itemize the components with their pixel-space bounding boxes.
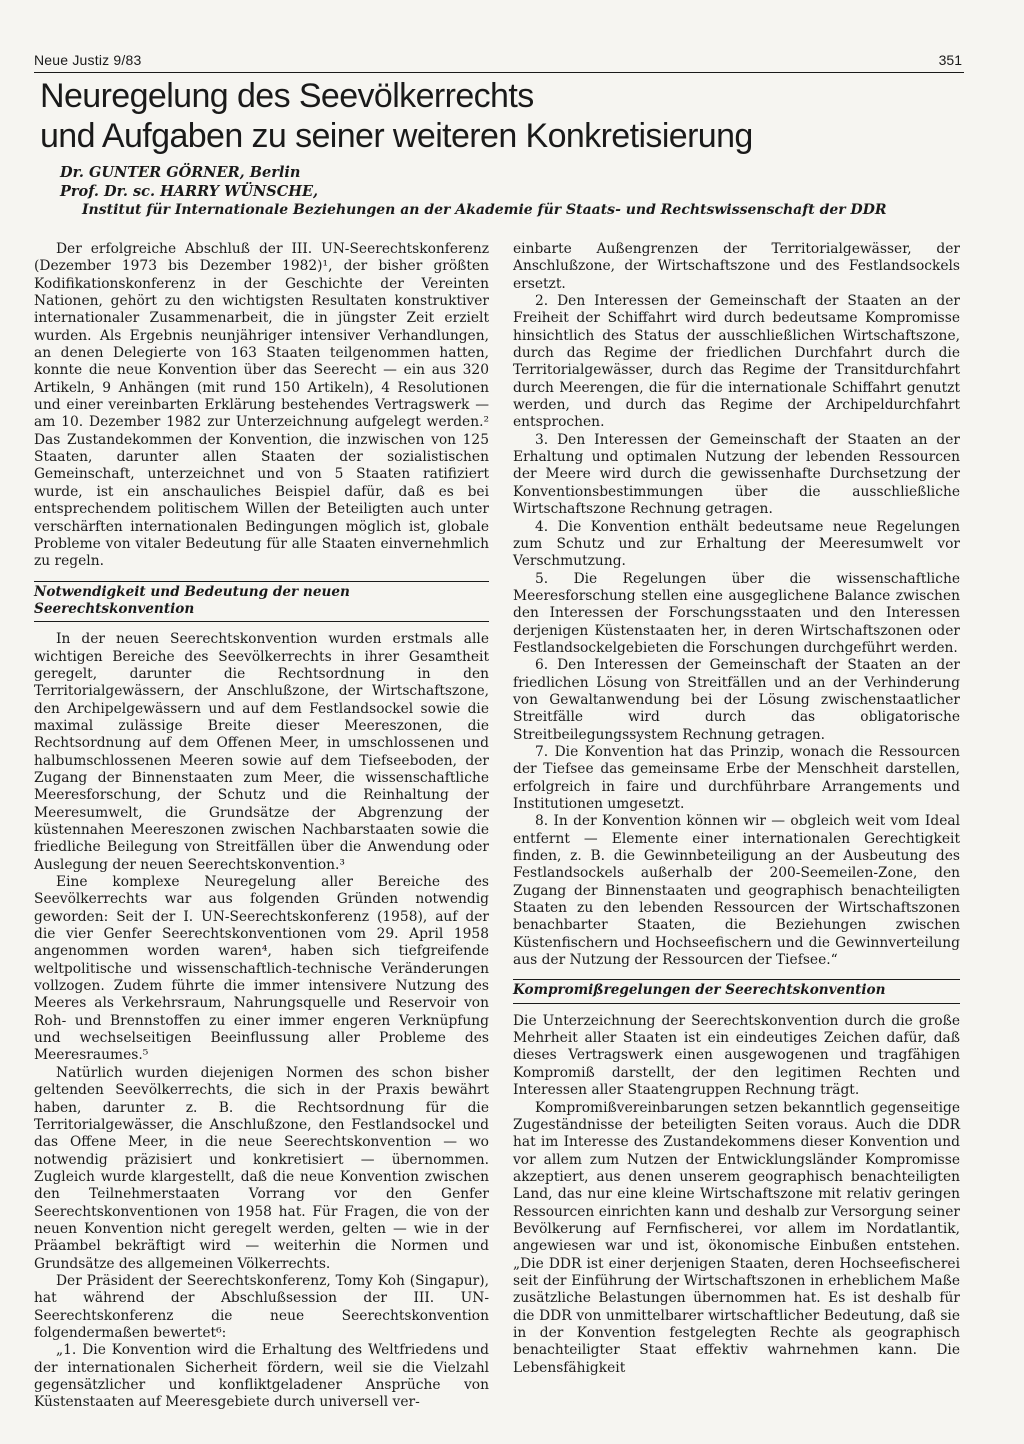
body-paragraph: Eine komplexe Neuregelung aller Bereiche des Seevölkerrechts war aus folgenden Gründen notwendig geworden: Seit der I. UN-Seerechtskonferenz (1958), auf der die vier Genfer Seerechtskonventionen vom 29. April 1958 angenommen worden waren⁴, haben sich tiefgreifende weltpolitische und wissenschaftlich-technische Veränderungen vollzogen. Zudem führte die immer intensivere Nutzung des Meeres als Verkehrsraum, Nahrungsquelle und Reservoir von Roh- und Brennstoffen zu einer immer engeren Verknüpfung und wechselseitigen Beeinflussung aller Probleme des Meeresraumes.⁵ xyxy=(34,874,489,1064)
quote-paragraph: 7. Die Konvention hat das Prinzip, wonach die Ressourcen der Tiefsee das gemeinsame Erbe der Menschheit darstellen, erfolgreich in faire und durchführbare Arrangements und Institutionen umgesetzt. xyxy=(513,743,960,812)
section-heading-1: Notwendigkeit und Bedeutung der neuen Seerechtskonvention xyxy=(34,581,489,623)
body-paragraph: In der neuen Seerechtskonvention wurden erstmals alle wichtigen Bereiche des Seevölkerrechts in ihrer Gesamtheit geregelt, darunter die Rechtsordnung in den Territorialgewässern, der Anschlußzone, der Wirtschaftszone, den Archipelgewässern und auf dem Festlandsockel sowie die maximal zulässige Breite dieser Meereszonen, die Rechtsordnung auf dem Offenen Meer, in umschlossenen und halbumschlossenen Meeren sowie auf dem Tiefseeboden, der Zugang der Binnenstaaten zum Meer, die wissenschaftliche Meeresforschung, der Schutz und die Reinhaltung der Meeresumwelt, die Grundsätze der Abgrenzung der küstennahen Meereszonen zwischen Nachbarstaaten sowie die friedliche Beilegung von Streitfällen über die Anwendung oder Auslegung der neuen Seerechtskonvention.³ xyxy=(34,631,489,873)
quote-paragraph: einbarte Außengrenzen der Territorialgewässer, der Anschlußzone, der Wirtschaftszone und des Festlandsockels ersetzt. xyxy=(513,241,960,292)
section-heading-2: Kompromißregelungen der Seerechtskonvention xyxy=(513,979,960,1003)
left-column xyxy=(34,241,489,1412)
author-1: Dr. GUNTER GÖRNER, Berlin xyxy=(60,164,301,181)
quote-paragraph: 5. Die Regelungen über die wissenschaftliche Meeresforschung stellen eine ausgeglichene Balance zwischen den Interessen der Forschungsstaaten und den Interessen derjenigen Küstenstaaten her, in deren Wirtschaftszonen oder Festlandsockelgebieten die Forschungen durchgeführt werden. xyxy=(513,570,960,656)
article-title-line-1: Neuregelung des Seevölkerrechts xyxy=(40,77,534,115)
quote-paragraph: „1. Die Konvention wird die Erhaltung des Weltfriedens und der internationalen Sicherheit fördern, weil sie die Vielzahl gegensätzlicher und konfliktgeladener Ansprüche von Küstenstaaten auf Meeresgebiete durch universell ver- xyxy=(34,1342,489,1411)
author-institution: Institut für Internationale Beziehungen an der Akademie für Staats- und Rechtswissenschaft der DDR xyxy=(82,202,887,218)
intro-paragraph: Der erfolgreiche Abschluß der III. UN-Seerechtskonferenz (Dezember 1973 bis Dezember 1982)¹, der bisher größten Kodifikationskonferenz in der Geschichte der Vereinten Nationen, gehört zu den wichtigsten Resultaten konstruktiver internationaler Zusammenarbeit, die in jüngster Zeit erzielt wurden. Als Ergebnis neunjähriger intensiver Verhandlungen, an denen Delegierte von 163 Staaten teilgenommen hatten, konnte die neue Konvention über das Seerecht — ein aus 320 Artikeln, 9 Anhängen (mit rund 150 Artikeln), 4 Resolutionen und einer vereinbarten Erklärung bestehendes Vertragswerk — am 10. Dezember 1982 zur Unterzeichnung aufgelegt werden.² Das Zustandekommen der Konvention, die inzwischen von 125 Staaten, darunter allen Staaten der sozialistischen Gemeinschaft, unterzeichnet und von 5 Staaten ratifiziert wurde, ist ein anschauliches Beispiel dafür, daß es bei entsprechendem politischem Willen der Beteiligten auch unter verschärften internationalen Bedingungen möglich ist, globale Probleme von vitaler Bedeutung für alle Staaten einvernehmlich zu regeln. xyxy=(34,241,489,570)
author-block xyxy=(60,163,886,220)
body-paragraph: Die Unterzeichnung der Seerechtskonvention durch die große Mehrheit aller Staaten ist ein eindeutiges Zeichen dafür, daß dieses Vertragswerk einen ausgewogenen und tragfähigen Kompromiß darstellt, der den legitimen Rechten und Interessen aller Staatengruppen Rechnung trägt. xyxy=(513,1012,960,1099)
quote-paragraph: 8. In der Konvention können wir — obgleich weit vom Ideal entfernt — Elemente einer internationalen Gerechtigkeit finden, z. B. die Gewinnbeteiligung an der Ausbeutung des Festlandsockels außerhalb der 200-Seemeilen-Zone, den Zugang der Binnenstaaten und geographisch benachteiligten Staaten zu den lebenden Ressourcen der Wirtschaftszonen benachbarter Staaten, die Beziehungen zwischen Küstenfischern und Hochseefischern und die Gewinnverteilung aus der Nutzung der Ressourcen der Tiefsee.“ xyxy=(513,813,960,969)
right-column xyxy=(513,241,960,1377)
article-title xyxy=(40,76,753,156)
quote-paragraph: 6. Den Interessen der Gemeinschaft der Staaten an der friedlichen Lösung von Streitfällen und an der Verhinderung von Gewaltanwendung bei der Lösung zwischenstaatlicher Streitfälle wird durch das obligatorische Streitbeilegungssystem Rechnung getragen. xyxy=(513,657,960,743)
journal-header: Neue Justiz 9/83 xyxy=(34,52,142,68)
body-paragraph: Kompromißvereinbarungen setzen bekanntlich gegenseitige Zugeständnisse der beteiligten Seiten voraus. Auch die DDR hat im Interesse des Zustandekommens dieser Konvention und vor allem zum Nutzen der Entwicklungsländer Kompromisse akzeptiert, aus denen unserem geographisch benachteiligten Land, das nur eine kleine Wirtschaftszone mit relativ geringen Ressourcen einrichten kann und deshalb zur Versorgung seiner Bevölkerung auf Fernfischerei, vor allem im Nordatlantik, angewiesen war und ist, ökonomische Einbußen entstehen. „Die DDR ist einer derjenigen Staaten, deren Hochseefischerei seit der Einführung der Wirtschaftszonen in erheblichem Maße zusätzliche Belastungen übernommen hat. Es ist deshalb für die DDR von unmittelbarer wirtschaftlicher Bedeutung, daß sie in der Konvention festgelegten Rechte als geographisch benachteiligter Staat effektiv wahrnehmen kann. Die Lebensfähigkeit xyxy=(513,1099,960,1376)
body-paragraph: Natürlich wurden diejenigen Normen des schon bisher geltenden Seevölkerrechts, die sich in der Praxis bewährt haben, darunter z. B. die Rechtsordnung für die Territorialgewässer, die Anschlußzone, den Festlandsockel und das Offene Meer, in die neue Seerechtskonvention — wo notwendig präzisiert und konkretisiert — übernommen. Zugleich wurde klargestellt, daß die neue Konvention zwischen den Teilnehmerstaaten Vorrang vor den Genfer Seerechtskonventionen von 1958 hat. Für Fragen, die von der neuen Konvention nicht geregelt werden, gelten — wie in der Präambel bekräftigt wird — weiterhin die Normen und Grundsätze des allgemeinen Völkerrechts. xyxy=(34,1064,489,1272)
quote-paragraph: 3. Den Interessen der Gemeinschaft der Staaten an der Erhaltung und optimalen Nutzung der lebenden Ressourcen der Meere wird durch die gewissenhafte Durchsetzung der Konventionsbestimmungen über die ausschließliche Wirtschaftszone Rechnung getragen. xyxy=(513,431,960,518)
body-paragraph: Der Präsident der Seerechtskonferenz, Tomy Koh (Singapur), hat während der Abschlußsession der III. UN-Seerechtskonferenz die neue Seerechtskonvention folgendermaßen bewertet⁶: xyxy=(34,1272,489,1341)
quote-paragraph: 2. Den Interessen der Gemeinschaft der Staaten an der Freiheit der Schiffahrt wird durch bedeutsame Kompromisse hinsichtlich des Status der ausschließlichen Wirtschaftszone, durch das Regime der friedlichen Durchfahrt durch die Territorialgewässer, durch das Regime der Transitdurchfahrt durch Meerengen, die für die internationale Schiffahrt genutzt werden, und durch das Regime der Archipeldurchfahrt entsprochen. xyxy=(513,293,960,431)
page-number: 351 xyxy=(938,52,962,68)
quote-paragraph: 4. Die Konvention enthält bedeutsame neue Regelungen zum Schutz und zur Erhaltung der Meeresumwelt vor Verschmutzung. xyxy=(513,518,960,570)
article-title-line-2: und Aufgaben zu seiner weiteren Konkretisierung xyxy=(40,117,753,155)
author-2: Prof. Dr. sc. HARRY WÜNSCHE, xyxy=(60,183,319,200)
header-divider xyxy=(34,72,964,73)
